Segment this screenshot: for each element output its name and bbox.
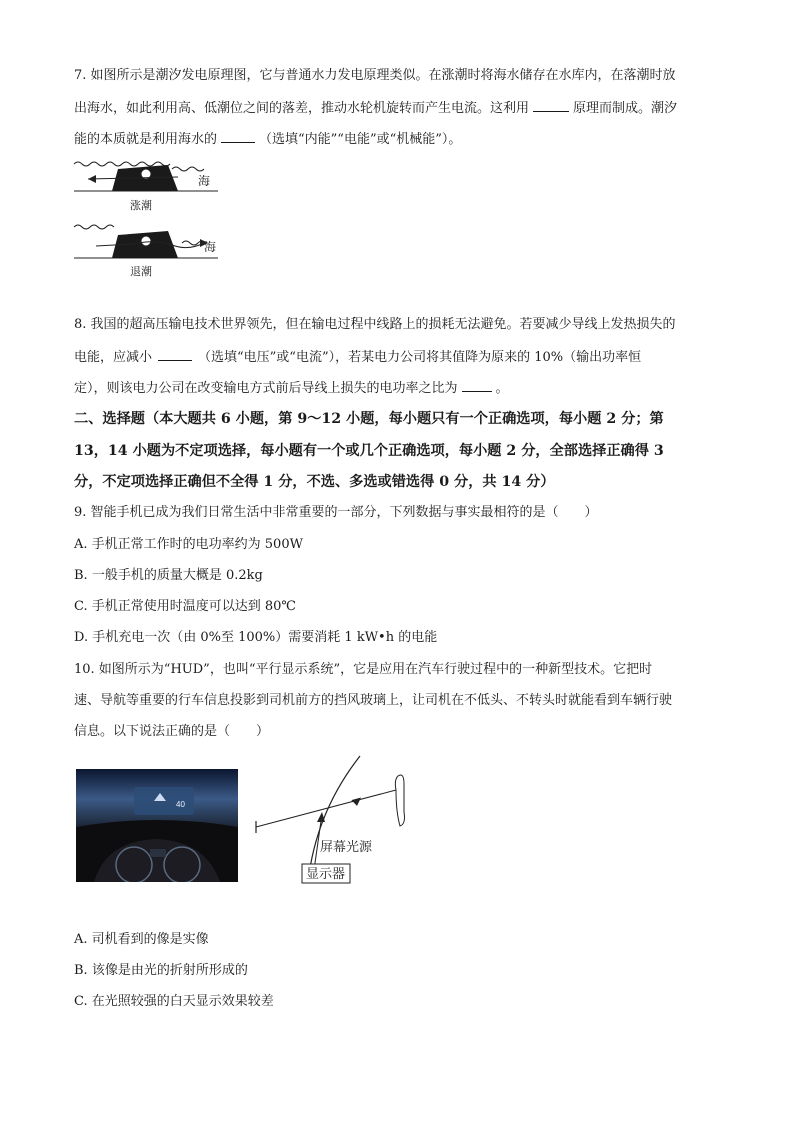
screen-light-source-label: 屏幕光源 <box>320 840 373 855</box>
q9-option-b[interactable]: B. 一般手机的质量大概是 0.2kg <box>74 568 263 583</box>
q7-line-3-text-a: 能的本质就是利用海水的 <box>74 132 218 147</box>
q7-line-2 <box>74 97 677 119</box>
tidal-diagram-svg <box>72 155 252 280</box>
q8-line-3 <box>74 377 509 399</box>
q8-line-3-text-a: 定），则该电力公司在改变输电方式前后导线上损失的电功率之比为 <box>74 381 458 396</box>
q7-line-3-text-b: （选填“内能”“电能”或“机械能”）。 <box>259 132 462 147</box>
water-wave-sea-1 <box>172 167 204 171</box>
flow-arrow-head-1 <box>88 175 96 183</box>
hud-photo-svg <box>76 769 238 882</box>
water-wave-top-2 <box>74 225 114 229</box>
hud-photo <box>76 769 238 882</box>
q7-blank-1[interactable] <box>533 97 569 112</box>
q8-line-2-text-a: 电能，应减小 <box>74 350 153 365</box>
section-2-heading-line-3: 分，不定项选择正确但不全得 1 分，不选、多选或错选得 0 分，共 14 分） <box>74 474 555 490</box>
light-ray-line <box>256 790 396 827</box>
q8-line-3-text-b: 。 <box>495 381 509 396</box>
display-label: 显示器 <box>306 867 346 882</box>
water-wave-top-1 <box>74 162 170 166</box>
q10-option-b[interactable]: B. 该像是由光的折射所形成的 <box>74 963 248 978</box>
q8-line-1: 8. 我国的超高压输电技术世界领先，但在输电过程中线路上的损耗无法避免。若要减少导线上发热损失的 <box>74 317 676 332</box>
q9-stem: 9. 智能手机已成为我们日常生活中非常重要的一部分，下列数据与事实最相符的是（ ） <box>74 505 598 520</box>
q7-line-1: 7. 如图所示是潮汐发电原理图，它与普通水力发电原理类似。在涨潮时将海水储存在水库内，在落潮时放 <box>74 68 676 83</box>
q7-line-2-text-a: 出海水，如此利用高、低潮位之间的落差，推动水轮机旋转而产生电流。这利用 <box>74 101 530 116</box>
q8-blank-2[interactable] <box>462 377 492 392</box>
q7-line-2-text-b: 原理而制成。潮汐 <box>573 101 678 116</box>
turbine-2 <box>141 236 151 246</box>
windshield-curve <box>308 756 360 882</box>
center-display <box>150 849 166 857</box>
section-2-heading-line-1: 二、选择题（本大题共 6 小题，第 9～12 小题，每小题只有一个正确选项，每小题 2 分；第 <box>74 411 664 427</box>
rising-tide-label: 涨潮 <box>130 199 152 212</box>
hud-diagram-svg <box>250 752 420 887</box>
q9-option-c[interactable]: C. 手机正常使用时温度可以达到 80℃ <box>74 599 296 614</box>
tidal-power-figure <box>72 155 252 280</box>
q10-line-2: 速、导航等重要的行车信息投影到司机前方的挡风玻璃上，让司机在不低头、不转头时就能看到车辆行驶 <box>74 693 673 708</box>
hud-speed-readout: 40 <box>176 800 185 809</box>
q10-option-a[interactable]: A. 司机看到的像是实像 <box>74 932 209 947</box>
q10-option-c[interactable]: C. 在光照较强的白天显示效果较差 <box>74 994 274 1009</box>
q7-line-3 <box>74 128 461 150</box>
sea-label-1: 海 <box>198 174 211 188</box>
q9-option-a[interactable]: A. 手机正常工作时的电功率约为 500W <box>74 537 303 552</box>
falling-tide-label: 退潮 <box>130 265 152 278</box>
q8-line-2-text-b: （选填“电压”或“电流”），若某电力公司将其值降为原来的 10%（输出功率恒 <box>198 350 642 365</box>
q8-line-2 <box>74 346 641 368</box>
hud-principle-diagram <box>250 752 420 887</box>
q7-blank-2[interactable] <box>221 128 255 143</box>
q10-line-3: 信息。以下说法正确的是（ ） <box>74 724 270 739</box>
section-2-heading-line-2: 13，14 小题为不定项选择，每小题有一个或几个正确选项，每小题 2 分，全部选择正确得 3 <box>74 443 664 459</box>
q10-line-1: 10. 如图所示为“HUD”，也叫“平行显示系统”，它是应用在汽车行驶过程中的一种新型技术。它把时 <box>74 662 653 677</box>
q8-blank-1[interactable] <box>158 346 192 361</box>
sea-label-2: 海 <box>204 240 217 254</box>
q9-option-d[interactable]: D. 手机充电一次（由 0%至 100%）需要消耗 1 kW•h 的电能 <box>74 630 438 645</box>
driver-eye-icon <box>395 775 404 826</box>
